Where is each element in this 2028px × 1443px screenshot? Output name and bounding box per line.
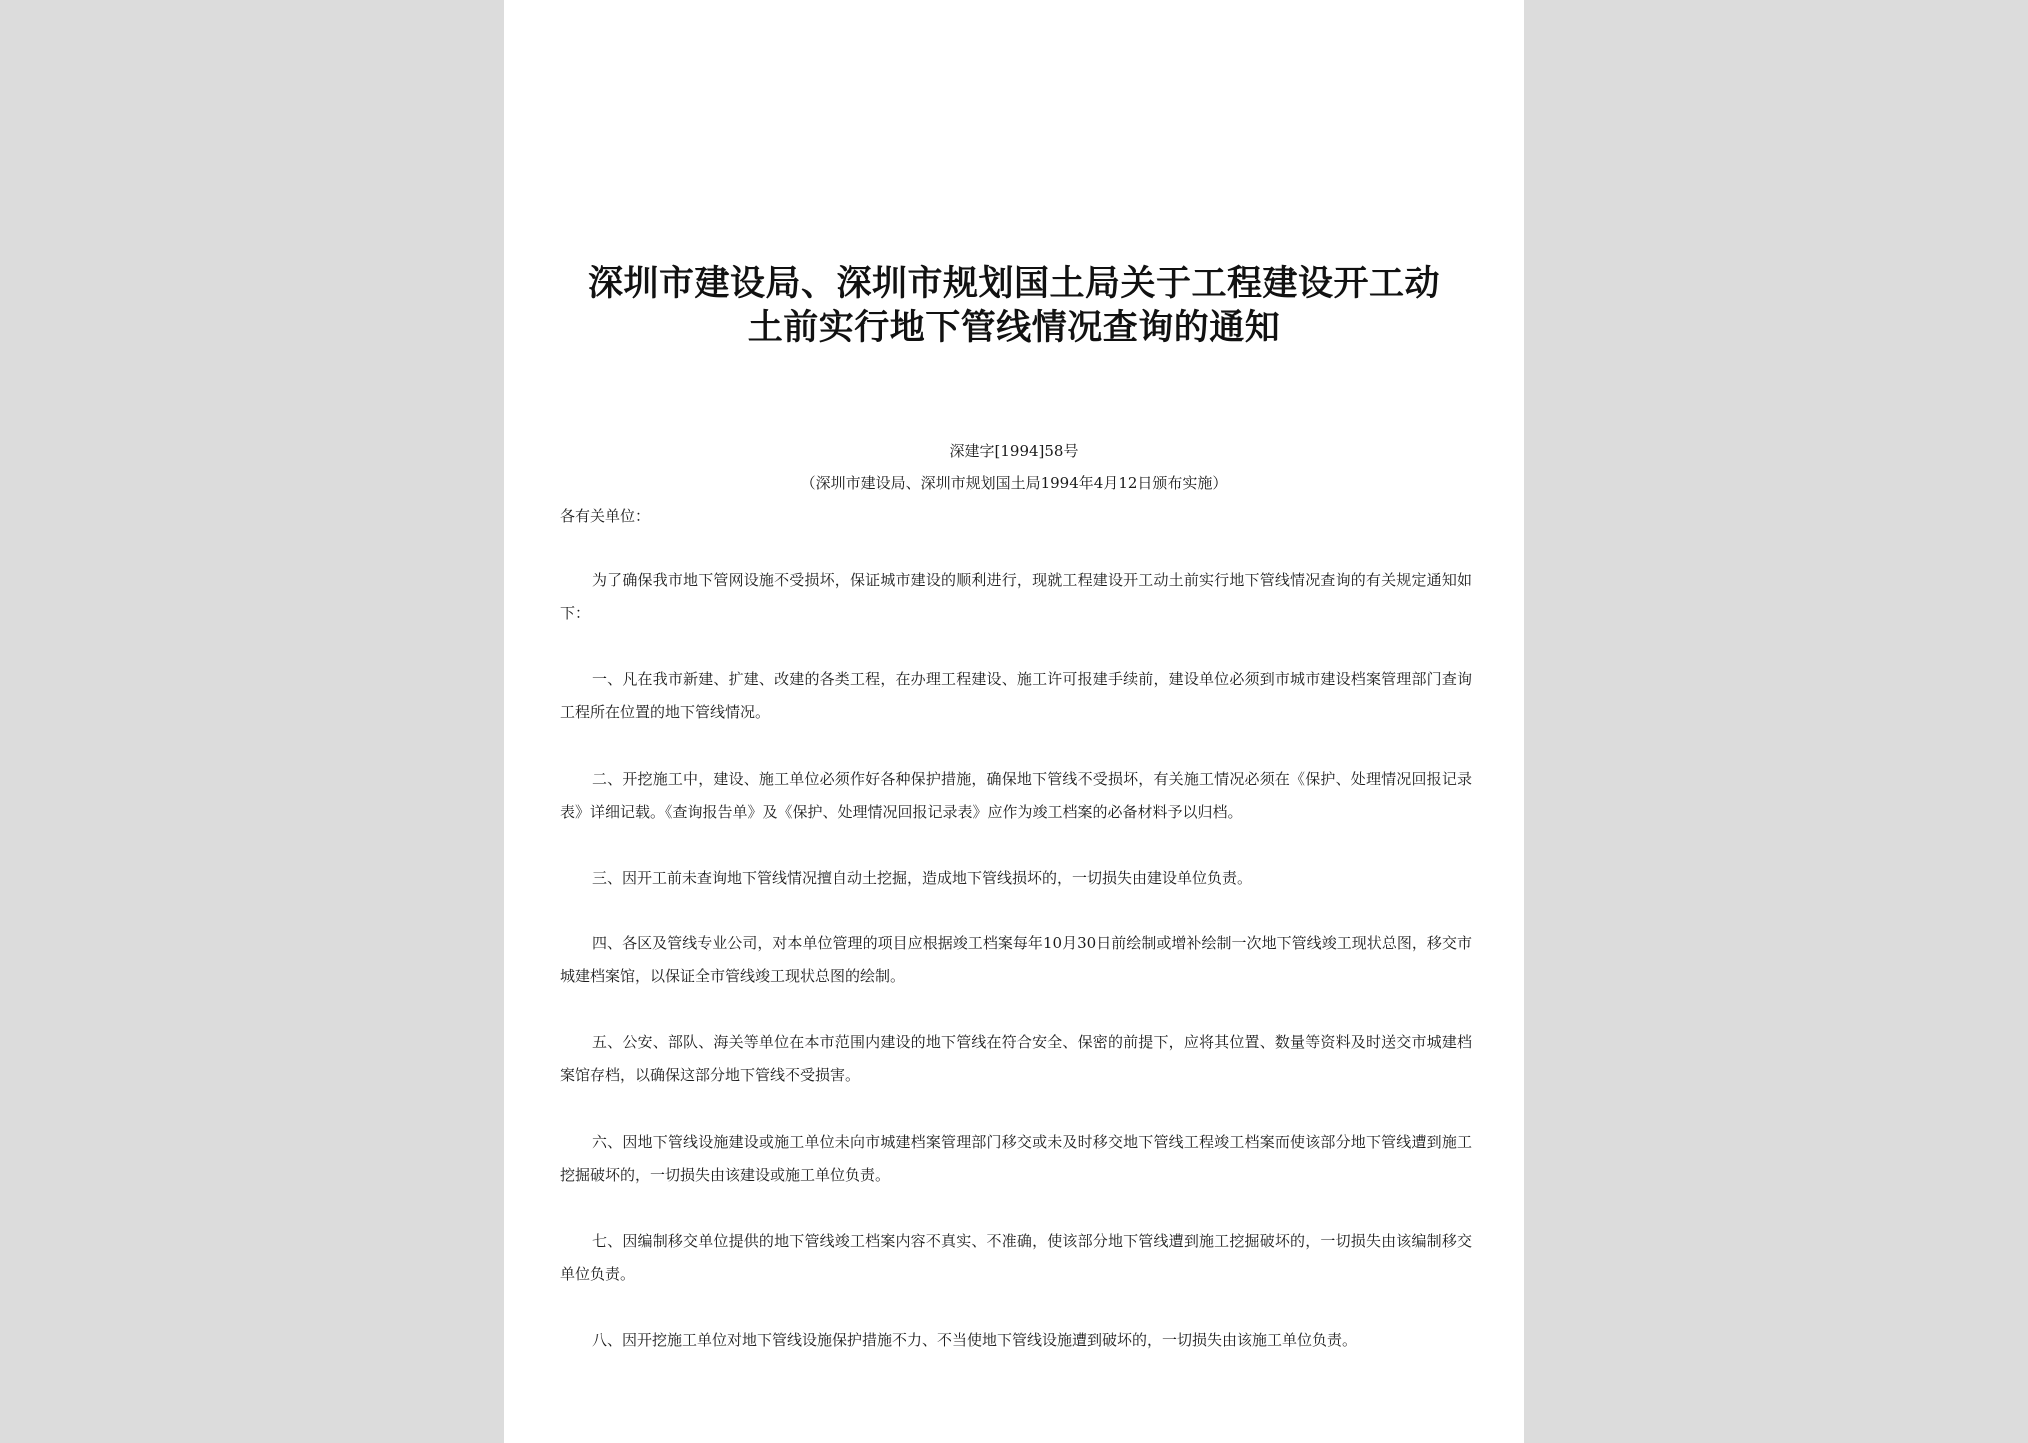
clause-1: 一、凡在我市新建、扩建、改建的各类工程，在办理工程建设、施工许可报建手续前，建设单位必须到市城市建设档案管理部门查询工程所在位置的地下管线情况。 — [560, 670, 1472, 721]
clause-5: 五、公安、部队、海关等单位在本市范围内建设的地下管线在符合安全、保密的前提下，应将其位置、数量等资料及时送交市城建档案馆存档，以确保这部分地下管线不受损害。 — [560, 1033, 1472, 1084]
clause-3: 三、因开工前未查询地下管线情况擅自动土挖掘，造成地下管线损坏的，一切损失由建设单位负责。 — [592, 869, 1253, 887]
issued-note: （深圳市建设局、深圳市规划国土局1994年4月12日颁布实施） — [800, 474, 1228, 492]
clause-2: 二、开挖施工中，建设、施工单位必须作好各种保护措施，确保地下管线不受损坏，有关施工情况必须在《保护、处理情况回报记录表》详细记载。《查询报告单》及《保护、处理情况回报记录表》应作为竣工档案的必备材料予以归档。 — [560, 770, 1472, 821]
document-number: 深建字[1994]58号 — [949, 442, 1079, 460]
clause-8: 八、因开挖施工单位对地下管线设施保护措施不力、不当使地下管线设施遭到破坏的，一切损失由该施工单位负责。 — [592, 1331, 1358, 1349]
title-line-1: 深圳市建设局、深圳市规划国土局关于工程建设开工动 — [587, 264, 1440, 304]
intro-paragraph: 为了确保我市地下管网设施不受损坏，保证城市建设的顺利进行，现就工程建设开工动土前实行地下管线情况查询的有关规定通知如下： — [560, 571, 1472, 622]
clause-4: 四、各区及管线专业公司，对本单位管理的项目应根据竣工档案每年10月30日前绘制或增补绘制一次地下管线竣工现状总图，移交市城建档案馆，以保证全市管线竣工现状总图的绘制。 — [560, 934, 1472, 985]
document-page — [504, 0, 1524, 1443]
title-line-2: 土前实行地下管线情况查询的通知 — [747, 308, 1281, 348]
clause-6: 六、因地下管线设施建设或施工单位未向市城建档案管理部门移交或未及时移交地下管线工程竣工档案而使该部分地下管线遭到施工挖掘破坏的，一切损失由该建设或施工单位负责。 — [560, 1133, 1472, 1184]
document-title — [544, 262, 1484, 350]
salutation: 各有关单位： — [560, 507, 651, 525]
clause-7: 七、因编制移交单位提供的地下管线竣工档案内容不真实、不准确，使该部分地下管线遭到施工挖掘破坏的，一切损失由该编制移交单位负责。 — [560, 1232, 1472, 1283]
